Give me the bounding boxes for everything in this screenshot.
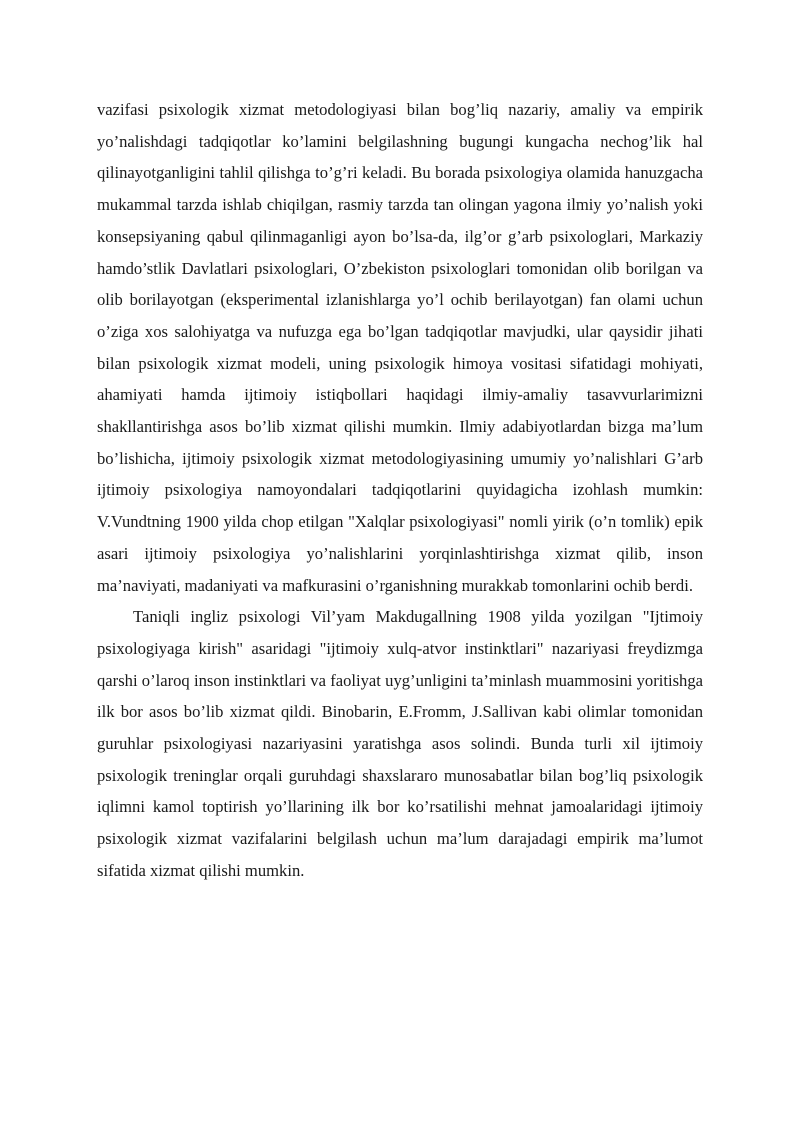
body-text [97, 94, 703, 887]
paragraph-1: vazifasi psixologik xizmat metodologiyasi bilan bog’liq nazariy, amaliy va empirik yo’nalishdagi tadqiqotlar ko’lamini belgilashning bugungi kungacha nechog’lik hal qilinayotganligini tahlil qilishga to’g’ri keladi. Bu borada psixologiya olamida hanuzgacha mukammal tarzda ishlab chiqilgan, rasmiy tarzda tan olingan yagona ilmiy yo’nalish yoki konsepsiyaning qabul qilinmaganligi ayon bo’lsa-da, ilg’or g’arb psixologlari, Markaziy hamdo’stlik Davlatlari psixologlari, O’zbekiston psixologlari tomonidan olib borilgan va olib borilayotgan (eksperimental izlanishlarga yo’l ochib berilayotgan) fan olami uchun o’ziga xos salohiyatga va nufuzga ega bo’lgan tadqiqotlar mavjudki, ular qaysidir jihati bilan psixologik xizmat modeli, uning psixologik himoya vositasi sifatidagi mohiyati, ahamiyati hamda ijtimoiy istiqbollari haqidagi ilmiy-amaliy tasavvurlarimizni shakllantirishga asos bo’lib xizmat qilishi mumkin. Ilmiy adabiyotlardan bizga ma’lum bo’lishicha, ijtimoiy psixologik xizmat metodologiyasining umumiy yo’nalishlari G’arb ijtimoiy psixologiya namoyondalari tadqiqotlarini quyidagicha izohlash mumkin: V.Vundtning 1900 yilda chop etilgan "Xalqlar psixologiyasi" nomli yirik (o’n tomlik) epik asari ijtimoiy psixologiya yo’nalishlarini yorqinlashtirishga xizmat qilib, inson ma’naviyati, madaniyati va mafkurasini o’rganishning murakkab tomonlarini ochib berdi. [97, 100, 703, 595]
paragraph-2: Taniqli ingliz psixologi Vil’yam Makdugallning 1908 yilda yozilgan "Ijtimoiy psixologiyaga kirish" asaridagi "ijtimoiy xulq-atvor instinktlari" nazariyasi freydizmga qarshi o’laroq inson instinktlari va faoliyat uyg’unligini ta’minlash muammosini yoritishga ilk bor asos bo’lib xizmat qildi. Binobarin, E.Fromm, J.Sallivan kabi olimlar tomonidan guruhlar psixologiyasi nazariyasini yaratishga asos solindi. Bunda turli xil ijtimoiy psixologik treninglar orqali guruhdagi shaxslararo munosabatlar bilan bog’liq psixologik iqlimni kamol toptirish yo’llarining ilk bor ko’rsatilishi mehnat jamoalaridagi ijtimoiy psixologik xizmat vazifalarini belgilash uchun ma’lum darajadagi empirik ma’lumot sifatida xizmat qilishi mumkin. [97, 607, 703, 880]
